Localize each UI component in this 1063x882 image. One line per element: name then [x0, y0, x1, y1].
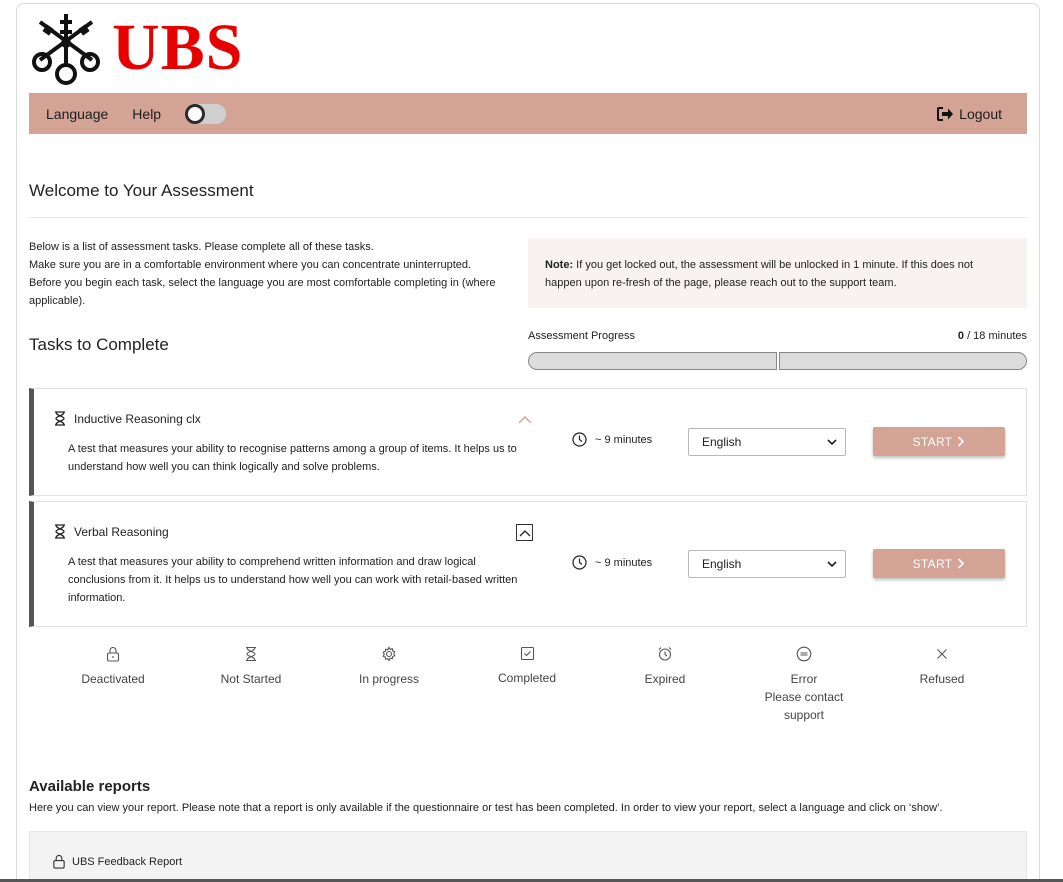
progress-segment	[779, 352, 1028, 370]
language-menu[interactable]: Language	[46, 105, 109, 122]
toggle-knob	[185, 104, 205, 124]
progress-segment	[528, 352, 777, 370]
task-card-inductive	[29, 388, 1027, 496]
legend-label: Deactivated	[81, 672, 145, 686]
intro-line: Before you begin each task, select the language you are most comfortable completing in (where applicable).	[29, 277, 496, 307]
checkbox-icon	[520, 646, 535, 661]
top-navbar	[29, 93, 1027, 134]
intro-line: Below is a list of assessment tasks. Please complete all of these tasks.	[29, 241, 374, 253]
task-duration	[572, 555, 652, 570]
report-name: UBS Feedback Report	[72, 855, 183, 868]
brand-name: UBS	[112, 11, 244, 84]
selected-language: English	[702, 435, 742, 449]
legend-refused	[872, 646, 1012, 688]
lock-icon	[52, 854, 66, 869]
logout-button[interactable]	[936, 106, 1002, 122]
progress-label: Assessment Progress	[528, 330, 635, 342]
report-list	[29, 831, 1027, 882]
lockout-note	[528, 238, 1027, 308]
progress-done: 0	[957, 330, 965, 342]
legend-label: In progress	[358, 672, 420, 686]
gear-icon	[381, 646, 397, 662]
intro-line: Make sure you are in a comfortable environment where you can concentrate uninterrupted.	[29, 259, 472, 271]
hourglass-icon	[245, 646, 257, 662]
legend-label: Completed	[497, 671, 557, 685]
progress-total: / 18 minutes	[964, 330, 1027, 342]
language-select[interactable]	[688, 428, 846, 456]
help-link[interactable]: Help	[132, 105, 162, 122]
ubs-logo[interactable]	[30, 10, 243, 86]
task-card-verbal	[29, 501, 1027, 627]
duration-text: ~ 9 minutes	[595, 556, 653, 569]
collapse-toggle[interactable]	[516, 524, 533, 541]
chevron-down-icon	[827, 561, 837, 568]
ubs-keys-logo-icon	[30, 10, 102, 86]
task-name: Inductive Reasoning clx	[74, 411, 201, 426]
task-description: A test that measures your ability to comprehend written information and draw logical conclusions from it. It helps us to understand how well you can work with retail-based written information.	[68, 556, 518, 604]
legend-label-line: Please contact	[764, 690, 844, 704]
chevron-down-icon	[827, 439, 837, 446]
contrast-toggle[interactable]	[185, 104, 226, 124]
selected-language: English	[702, 557, 742, 571]
logout-icon	[936, 106, 954, 122]
legend-expired	[595, 646, 735, 688]
start-button[interactable]	[873, 427, 1005, 456]
task-duration	[572, 432, 652, 447]
divider	[29, 217, 1027, 218]
reports-title: Available reports	[29, 778, 151, 795]
close-icon	[935, 646, 949, 662]
hourglass-icon	[54, 524, 66, 539]
note-text: If you get locked out, the assessment will be unlocked in 1 minute. If this does not happen upon re-fresh of the page, please reach out to the support team.	[545, 259, 973, 289]
logout-label: Logout	[959, 105, 1002, 122]
legend-not-started	[181, 646, 321, 688]
task-header	[54, 411, 201, 426]
reports-description: Here you can view your report. Please note that a report is only available if the questionnaire or test has been completed. In order to view your report, select a language and click on ‘show’.	[29, 802, 943, 814]
clock-icon	[572, 432, 587, 447]
chevron-up-icon	[519, 529, 531, 537]
assessment-progress-bar	[528, 352, 1027, 370]
legend-in-progress	[319, 646, 459, 688]
progress-count	[958, 330, 1027, 342]
start-label: START	[912, 556, 953, 571]
legend-error	[734, 646, 874, 724]
language-select[interactable]	[688, 550, 846, 578]
legend-label-line: Error	[790, 672, 818, 686]
legend-label: Expired	[644, 672, 686, 686]
collapse-toggle[interactable]	[516, 411, 533, 428]
clock-icon	[572, 555, 587, 570]
legend-label: Not Started	[220, 672, 282, 686]
intro-text	[29, 238, 519, 310]
minus-circle-icon	[796, 646, 812, 662]
note-label: Note:	[545, 259, 574, 271]
task-name: Verbal Reasoning	[74, 524, 169, 539]
report-item[interactable]	[52, 854, 182, 869]
legend-completed	[457, 646, 597, 687]
duration-text: ~ 9 minutes	[595, 433, 653, 446]
tasks-title: Tasks to Complete	[29, 335, 169, 354]
hourglass-icon	[54, 411, 66, 426]
page-title: Welcome to Your Assessment	[29, 181, 254, 200]
legend-label-line: support	[783, 708, 825, 722]
chevron-up-icon	[518, 415, 532, 424]
start-label: START	[912, 434, 953, 449]
start-button[interactable]	[873, 549, 1005, 578]
chevron-right-icon	[957, 558, 965, 569]
task-header	[54, 524, 169, 539]
task-description: A test that measures your ability to recognise patterns among a group of items. It helps us to understand how well you can think logically and solve problems.	[68, 443, 517, 473]
alarm-clock-icon	[657, 646, 673, 662]
chevron-right-icon	[957, 436, 965, 447]
legend-deactivated	[43, 646, 183, 688]
legend-label: Refused	[919, 672, 965, 686]
lock-icon	[106, 646, 120, 662]
